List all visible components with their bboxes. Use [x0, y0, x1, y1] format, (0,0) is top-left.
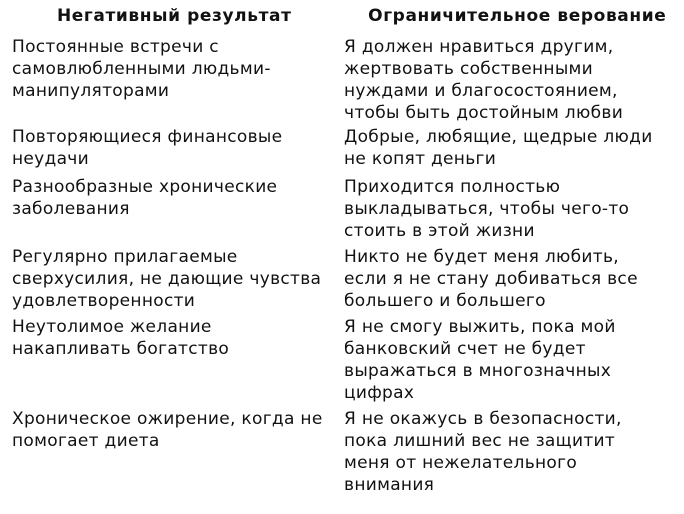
belief-cell: Я не смогу выжить, пока мой банковский счет не будет выражаться в многозначных цифрах: [344, 317, 616, 403]
belief-cell: Я не окажусь в безопасности, пока лишний вес не защитит меня от нежелательного внимания: [344, 409, 622, 495]
result-cell: Повторяющиеся финансовые неудачи: [12, 127, 283, 169]
result-cell: Разнообразные хронические заболевания: [12, 177, 278, 219]
table-row: [0, 246, 684, 316]
header-negative-result: Негативный результат: [56, 6, 292, 26]
table-row: [0, 408, 684, 500]
table-row: [0, 36, 684, 126]
table-row: [0, 126, 684, 176]
belief-cell: Приходится полностью выкладываться, чтобы чего-то стоить в этой жизни: [344, 177, 630, 241]
table-row: [0, 176, 684, 246]
result-cell: Неутолимое желание накапливать богатство: [12, 317, 230, 359]
table-header: [0, 6, 684, 30]
table-row: [0, 316, 684, 408]
result-cell: Регулярно прилагаемые сверхусилия, не дающие чувства удовлетворенности: [12, 247, 322, 311]
header-limiting-belief: Ограничительное верование: [368, 6, 667, 26]
belief-cell: Никто не будет меня любить, если я не стану добиваться все большего и большего: [344, 247, 638, 311]
belief-cell: Добрые, любящие, щедрые люди не копят деньги: [344, 127, 653, 169]
result-cell: Постоянные встречи с самовлюбленными людьми- манипуляторами: [12, 37, 271, 101]
belief-cell: Я должен нравиться другим, жертвовать собственными нуждами и благосостоянием, чтобы быть достойным любви: [344, 37, 624, 123]
result-cell: Хроническое ожирение, когда не помогает диета: [12, 409, 323, 451]
table-body: [0, 36, 684, 500]
